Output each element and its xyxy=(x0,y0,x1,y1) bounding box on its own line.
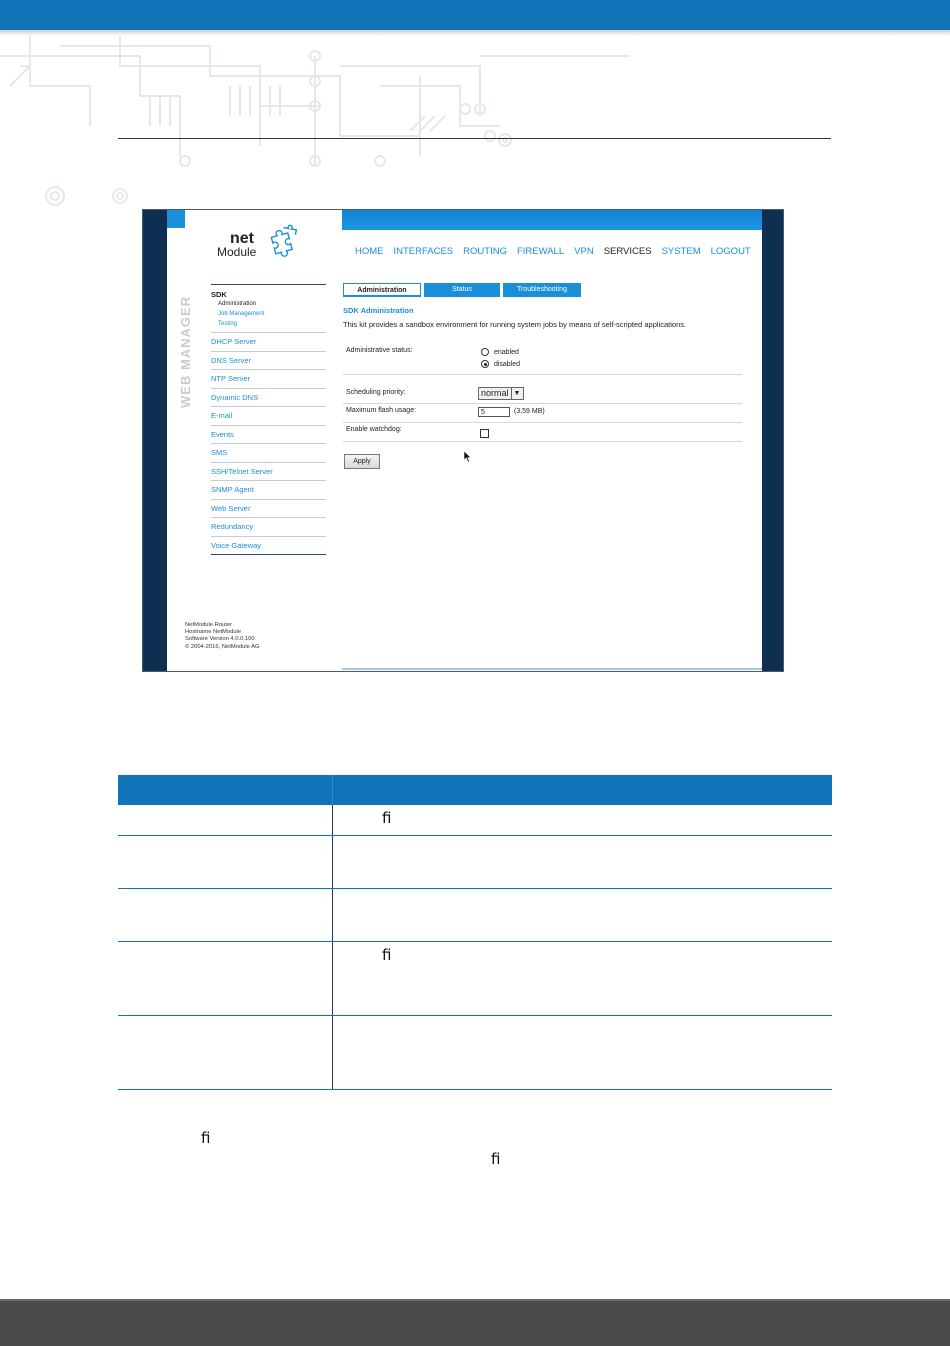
sidebar-section-sdk[interactable]: SDK xyxy=(211,284,326,299)
web-manager-vertical-title: WEB MANAGER xyxy=(178,295,193,408)
tab-status[interactable]: Status xyxy=(424,283,500,297)
table-header-divider xyxy=(332,775,333,805)
puzzle-logo-icon xyxy=(267,224,303,260)
screenshot-content xyxy=(167,210,762,672)
sidebar-subitems xyxy=(211,299,326,333)
sidebar-item-dns-server[interactable]: DNS Server xyxy=(211,352,326,371)
priority-select-value: normal xyxy=(481,388,509,398)
header-rule xyxy=(118,138,831,139)
table-row-line xyxy=(118,941,832,942)
menu-interfaces[interactable]: INTERFACES xyxy=(393,246,454,257)
router-info xyxy=(185,622,260,651)
logo-module-text: Module xyxy=(217,245,257,259)
logo-net-text: net xyxy=(230,230,254,247)
sidebar-item-sms[interactable]: SMS xyxy=(211,444,326,463)
panel-description: This kit provides a sandbox environment for running system jobs by means of self-scripted applications. xyxy=(343,320,687,329)
tab-bar xyxy=(343,283,581,297)
priority-row xyxy=(343,384,742,404)
sidebar-item-web-server[interactable]: Web Server xyxy=(211,500,326,519)
router-info-copyright: © 2004-2016, NetModule AG xyxy=(185,643,260,650)
admin-status-row xyxy=(343,343,742,375)
main-menu xyxy=(355,246,751,257)
router-info-version: Software Version 4.0.0.100 xyxy=(185,636,255,643)
table-column-divider xyxy=(332,805,333,1089)
sidebar-subitem-job-management[interactable]: Job Management xyxy=(218,311,265,317)
sidebar-item-ssh-telnet-server[interactable]: SSH/Telnet Server xyxy=(211,463,326,482)
sidebar-item-dynamic-dns[interactable]: Dynamic DNS xyxy=(211,389,326,408)
watchdog-checkbox[interactable] xyxy=(480,429,489,438)
table-ligature: ﬁ xyxy=(382,809,392,827)
radio-disabled-label: disabled xyxy=(493,360,521,368)
sidebar-subitem-testing[interactable]: Testing xyxy=(218,321,238,327)
menu-services[interactable]: SERVICES xyxy=(603,246,652,257)
watchdog-label: Enable watchdog: xyxy=(346,426,402,433)
sidebar-item-voice-gateway[interactable]: Voice Gateway xyxy=(211,537,326,556)
radio-enabled[interactable] xyxy=(481,348,489,356)
watchdog-row xyxy=(343,423,742,442)
menu-logout[interactable]: LOGOUT xyxy=(710,246,751,257)
sidebar-subitem-administration[interactable]: Administration xyxy=(218,301,257,307)
sidebar-item-dhcp-server[interactable]: DHCP Server xyxy=(211,333,326,352)
sidebar-nav xyxy=(211,284,326,555)
menu-system[interactable]: SYSTEM xyxy=(661,246,701,257)
page-header-bar xyxy=(0,0,950,30)
menu-routing[interactable]: ROUTING xyxy=(463,246,507,257)
menu-home[interactable]: HOME xyxy=(355,246,384,257)
content-bottom-line xyxy=(342,668,762,670)
flash-label: Maximum flash usage: xyxy=(346,407,417,414)
page-footer-bar xyxy=(0,1299,950,1346)
sidebar-item-ntp-server[interactable]: NTP Server xyxy=(211,370,326,389)
nav-band xyxy=(342,210,762,230)
router-info-hostname: Hostname NetModule xyxy=(185,629,242,636)
sidebar-item-events[interactable]: Events xyxy=(211,426,326,445)
table-row-line xyxy=(118,1015,832,1016)
radio-disabled[interactable] xyxy=(481,360,489,368)
body-ligature: ﬁ xyxy=(491,1150,501,1168)
radio-enabled-option[interactable] xyxy=(481,348,519,356)
mouse-pointer-icon xyxy=(464,451,472,463)
table-row-line xyxy=(118,888,832,889)
sidebar-item-snmp-agent[interactable]: SNMP Agent xyxy=(211,481,326,500)
flash-note: (3.59 MB) xyxy=(514,408,545,415)
flash-input[interactable]: 5 xyxy=(478,407,510,417)
table-row-line xyxy=(118,835,832,836)
table-row-line xyxy=(118,1089,832,1090)
radio-enabled-label: enabled xyxy=(493,348,519,356)
dropdown-arrow-icon: ▼ xyxy=(511,388,523,399)
web-manager-screenshot xyxy=(142,209,784,672)
table-ligature: ﬁ xyxy=(382,946,392,964)
flash-row xyxy=(343,404,742,423)
panel-title: SDK Administration xyxy=(343,306,414,315)
apply-button[interactable]: Apply xyxy=(344,454,380,469)
sidebar-item-email[interactable]: E-mail xyxy=(211,407,326,426)
priority-select[interactable] xyxy=(478,387,524,400)
sidebar-item-redundancy[interactable]: Redundancy xyxy=(211,518,326,537)
router-info-model: NetModule Router xyxy=(185,622,233,628)
tab-troubleshooting[interactable]: Troubleshooting xyxy=(503,283,581,297)
circuit-decoration xyxy=(0,36,640,216)
menu-firewall[interactable]: FIREWALL xyxy=(516,246,565,257)
menu-vpn[interactable]: VPN xyxy=(574,246,594,257)
radio-disabled-option[interactable] xyxy=(481,360,520,368)
table-header xyxy=(118,775,832,805)
priority-label: Scheduling priority: xyxy=(346,389,406,396)
sidebar-accent xyxy=(167,210,185,228)
admin-status-label: Administrative status: xyxy=(346,347,413,354)
tab-administration[interactable]: Administration xyxy=(343,283,421,297)
body-ligature: ﬁ xyxy=(201,1129,211,1147)
netmodule-logo[interactable] xyxy=(217,230,307,270)
